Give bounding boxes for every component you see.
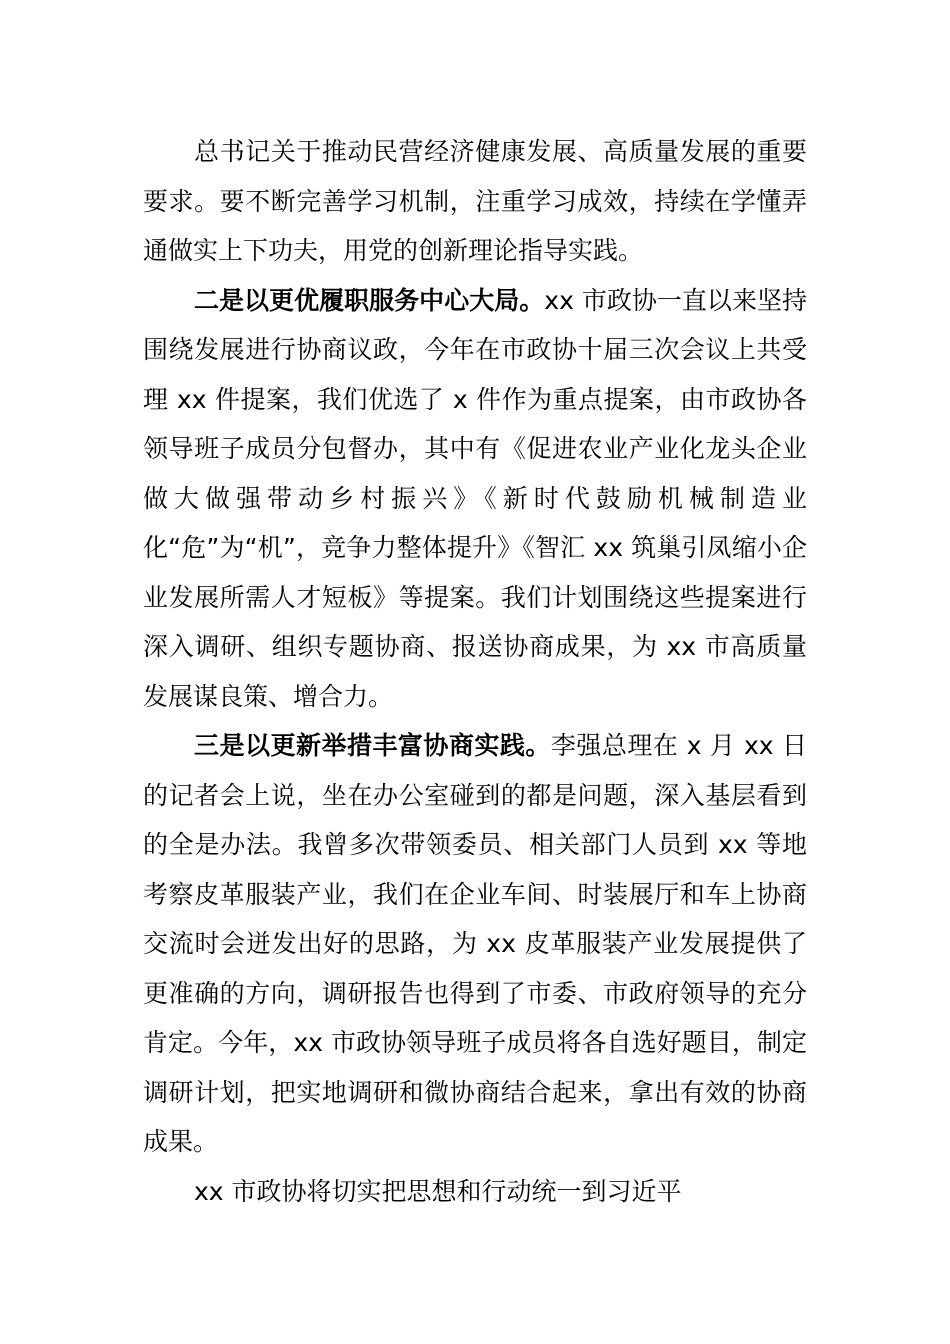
document-body	[143, 127, 807, 1216]
paragraph-4	[143, 1167, 807, 1217]
paragraph-3	[143, 721, 807, 1167]
paragraph-3-text: 李强总理在 x 月 xx 日的记者会上说，坐在办公室碰到的都是问题，深入基层看到的全是办法。我曾多次带领委员、相关部门人员到 xx 等地考察皮革服装产业，我们在企业车间、时装展厅和车上协商交流时会迸发出好的思路，为 xx 皮革服装产业发展提供了更准确的方向，调研报告也得到了市委、市政府领导的充分肯定。今年，xx 市政协领导班子成员将各自选好题目，制定调研计划，把实地调研和微协商结合起来，拿出有效的协商成果。	[143, 731, 807, 1156]
paragraph-4-text: xx 市政协将切实把思想和行动统一到习近平	[194, 1176, 682, 1206]
paragraph-2-lead: 二是以更优履职服务中心大局。	[194, 285, 545, 315]
paragraph-1-text: 总书记关于推动民营经济健康发展、高质量发展的重要要求。要不断完善学习机制，注重学习成效，持续在学懂弄通做实上下功夫，用党的创新理论指导实践。	[143, 137, 807, 265]
paragraph-2	[143, 276, 807, 722]
paragraph-3-lead: 三是以更新举措丰富协商实践。	[194, 731, 551, 760]
paragraph-2-text: xx 市政协一直以来坚持围绕发展进行协商议政，今年在市政协十届三次会议上共受理 xx 件提案，我们优选了 x 件作为重点提案，由市政协各领导班子成员分包督办，其中有《促进农业产业化龙头企业做大做强带动乡村振兴》《新时代鼓励机械制造业化“危”为“机”，竞争力整体提升》《智汇 xx 筑巢引凤缩小企业发展所需人才短板》等提案。我们计划围绕这些提案进行深入调研、组织专题协商、报送协商成果，为 xx 市高质量发展谋良策、增合力。	[143, 285, 807, 711]
paragraph-1	[143, 127, 807, 276]
